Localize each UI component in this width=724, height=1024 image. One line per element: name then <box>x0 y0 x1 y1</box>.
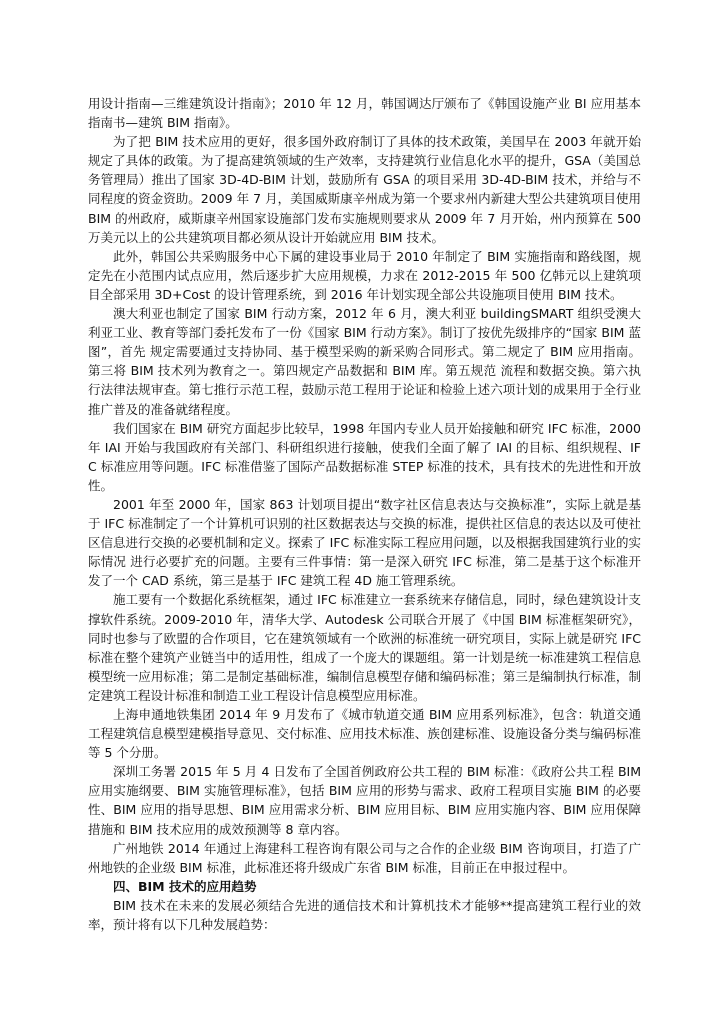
paragraph: 上海申通地铁集团 2014 年 9 月发布了《城市轨道交通 BIM 应用系列标准》，包含：轨道交通工程建筑信息模型建模指导意见、交付标准、应用技术标准、族创建标准、设施设备分类与编码标准等 5 个分册。 <box>88 707 641 761</box>
paragraph: 广州地铁 2014 年通过上海建科工程咨询有限公司与之合作的企业级 BIM 咨询项目，打造了广州地铁的企业级 BIM 标准，此标准还将升级成广东省 BIM 标准，目前正在申报过程中。 <box>88 840 641 875</box>
document-body <box>88 94 641 934</box>
paragraph: BIM 技术在未来的发展必须结合先进的通信技术和计算机技术才能够**提高建筑工程行业的效率，预计将有以下几种发展趋势： <box>88 897 641 933</box>
paragraph: 用设计指南—三维建筑设计指南》；2010 年 12 月，韩国调达厅颁布了《韩国设施产业 BI 应用基本指南书—建筑 BIM 指南》。 <box>88 96 641 131</box>
paragraph: 此外，韩国公共采购服务中心下属的建设事业局于 2010 年制定了 BIM 实施指南和路线图，规定先在小范围内试点应用，然后逐步扩大应用规模，力求在 2012-2015 年 500 亿韩元以上建筑项目全部采用 3D+Cost 的设计管理系统，到 2016 年计划实现全部公共设施项目使用 BIM 技术。 <box>88 248 641 302</box>
paragraph: 我们国家在 BIM 研究方面起步比较早，1998 年国内专业人员开始接触和研究 IFC 标准，2000 年 IAI 开始与我国政府有关部门、科研组织进行接触，使我们全面了解了 IAI 的目标、组织规程、IFC 标准应用等问题。IFC 标准借鉴了国际产品数据标准 STEP 标准的技术，具有技术的先进性和开放性。 <box>88 420 641 493</box>
paragraph: 为了把 BIM 技术应用的更好，很多国外政府制订了具体的技术政策，美国早在 2003 年就开始规定了具体的政策。为了提高建筑领域的生产效率，支持建筑行业信息化水平的提升，GSA（美国总务管理局）推出了国家 3D-4D-BIM 计划，鼓励所有 GSA 的项目采用 3D-4D-BIM 技术，并给与不同程度的资金资助。2009 年 7 月，美国威斯康辛州成为第一个要求州内新建大型公共建筑项目使用 BIM 的州政府，威斯康辛州国家设施部门发布实施规则要求从 2009 年 7 月开始，州内预算在 500 万美元以上的公共建筑项目都必须从设计开始就应用 BIM 技术。 <box>88 134 641 245</box>
paragraph: 施工要有一个数据化系统框架，通过 IFC 标准建立一套系统来存储信息，同时，绿色建筑设计支撑软件系统。2009-2010 年，清华大学、Autodesk 公司联合开展了《中国 BIM 标准框架研究》，同时也参与了欧盟的合作项目，它在建筑领域有一个欧洲的标准统一研究项目，实际上就是研究 IFC 标准在整个建筑产业链当中的适用性，组成了一个庞大的课题组。第一计划是统一标准建筑工程信息模型统一应用标准；第二是制定基础标准，编制信息模型存储和编码标准；第三是编制执行标准，制定建筑工程设计标准和制造工业工程设计信息模型应用标准。 <box>88 592 641 703</box>
paragraph: 深圳工务署 2015 年 5 月 4 日发布了全国首例政府公共工程的 BIM 标准：《政府公共工程 BIM 应用实施纲要、BIM 实施管理标准》，包括 BIM 应用的形势与需求、政府工程项目实施 BIM 的必要性、BIM 应用的指导思想、BIM 应用需求分析、BIM 应用目标、BIM 应用实施内容、BIM 应用保障措施和 BIM 技术应用的成效预测等 8 章内容。 <box>88 764 641 837</box>
paragraph: 2001 年至 2000 年，国家 863 计划项目提出“数字社区信息表达与交换标准”，实际上就是基于 IFC 标准制定了一个计算机可识别的社区数据表达与交换的标准，提供社区信息的表达以及可使社区信息进行交换的必要机制和定义。探索了 IFC 标准实际工程应用问题，以及根据我国建筑行业的实际情况 进行必要扩充的问题。主要有三件事情：第一是深入研究 IFC 标准，第二是基于这个标准开发了一个 CAD 系统，第三是基于 IFC 建筑工程 4D 施工管理系统。 <box>88 496 641 589</box>
paragraph: 澳大利亚也制定了国家 BIM 行动方案，2012 年 6 月，澳大利亚 buildingSMART 组织受澳大利亚工业、教育等部门委托发布了一份《国家 BIM 行动方案》。制订了按优先级排序的“国家 BIM 蓝图”，首先 规定需要通过支持协同、基于模型采购的新采购合同形式。第二规定了 BIM 应用指南。第三将 BIM 技术列为教育之一。第四规定产品数据和 BIM 库。第五规范 流程和数据交换。第六执行法律法规审查。第七推行示范工程，鼓励示范工程用于论证和检验上述六项计划的成果用于全行业推广普及的准备就绪程度。 <box>88 306 641 417</box>
section-heading: 四、BIM 技术的应用趋势 <box>113 878 257 894</box>
